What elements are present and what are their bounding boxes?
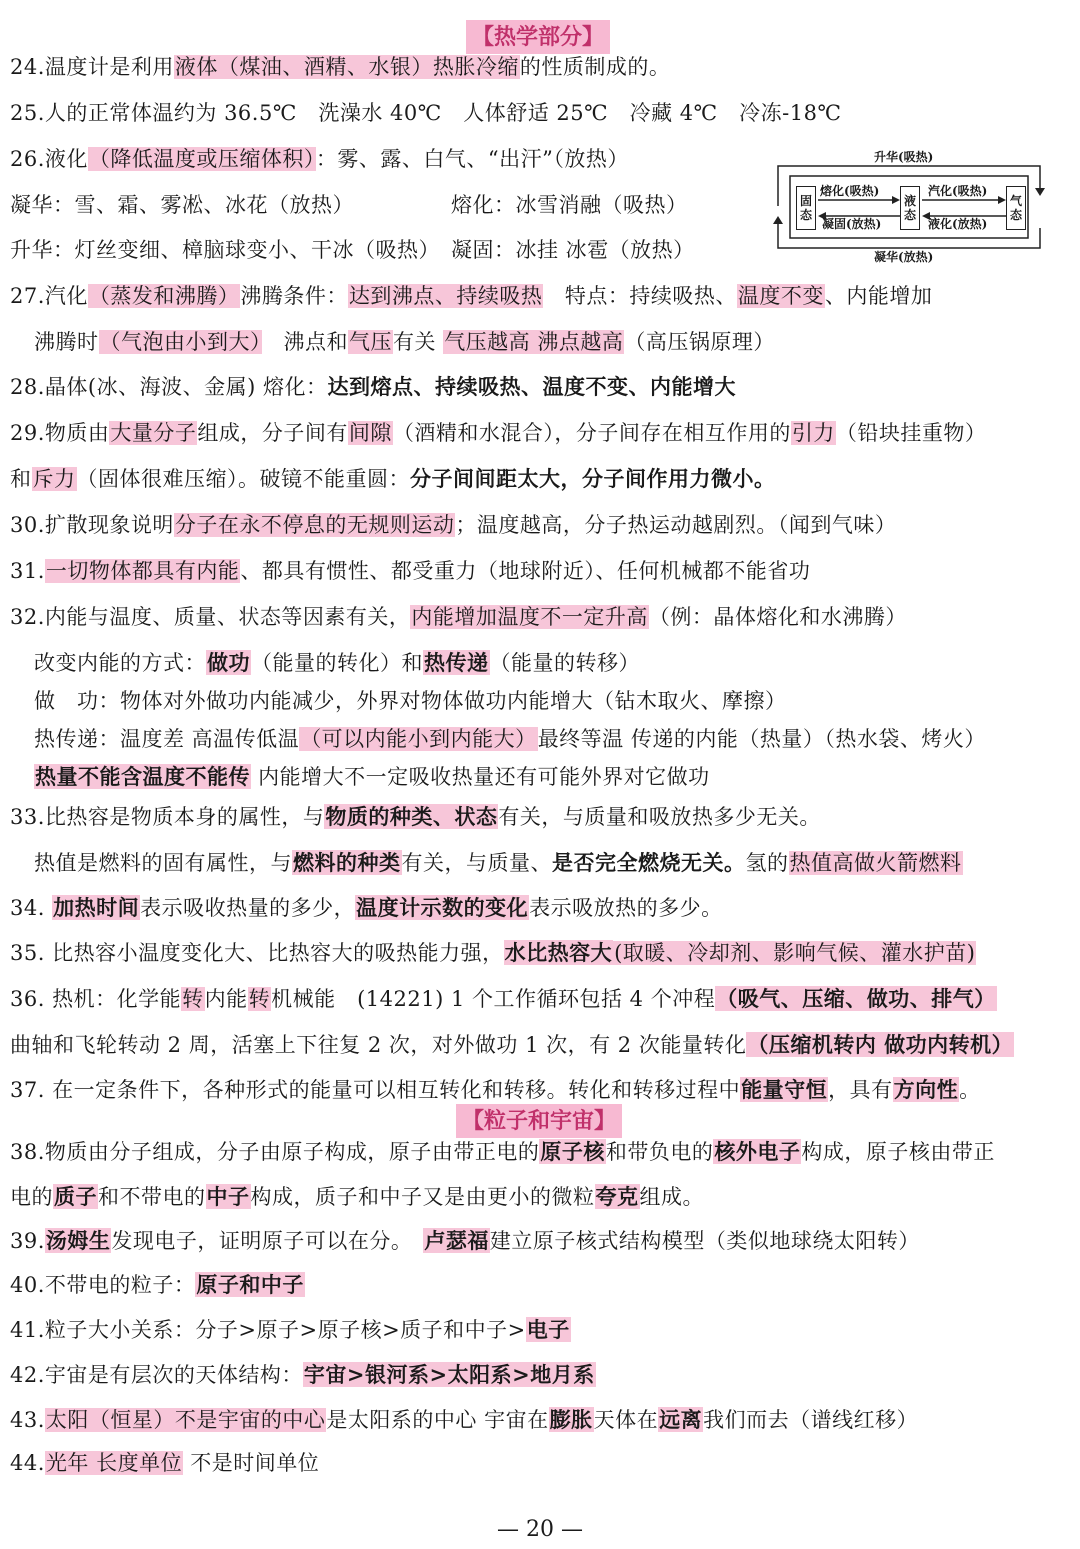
page-number: — 20 — [497, 1517, 583, 1542]
line-32-work [34, 686, 787, 716]
text-segment: 有关，与质量和吸放热多少无关。 [498, 805, 821, 829]
text-segment: 29.物质由 [10, 421, 110, 445]
text-segment: 31. [10, 559, 45, 583]
highlighted-text: 斥力 [32, 467, 76, 491]
text-segment: ：雾、露、白气、“出汗”（放热） [315, 147, 629, 171]
line-27 [10, 281, 932, 311]
text-segment: 、都具有惯性、都受重力（地球附近）、任何机械都不能省功 [240, 559, 811, 583]
text-segment: 最终等温 传递的内能（热量）（热水袋、烤火） [537, 727, 986, 751]
highlighted-text: 达到熔点、持续吸热、温度不变、内能增大 [327, 374, 736, 399]
text-segment: 40.不带电的粒子： [10, 1273, 196, 1297]
text-segment: 、内能增加 [824, 284, 933, 308]
highlighted-text: （蒸发和沸腾） [88, 284, 240, 308]
phase-change-diagram [770, 146, 1056, 270]
text-segment: （铅块挂重物） [835, 421, 987, 445]
highlighted-text: 太阳（恒星）不是宇宙的中心 [45, 1408, 326, 1432]
line-29 [10, 418, 986, 448]
highlighted-text: 做功 [207, 650, 250, 675]
label-melting: 熔化(吸热) [820, 184, 880, 198]
text-segment: ；温度越高，分子热运动越剧烈。（闻到气味） [455, 513, 897, 537]
line-30 [10, 510, 896, 540]
line-34 [10, 893, 723, 923]
text-segment: 机械能 (14221) 1 个工作循环包括 4 个冲程 [271, 987, 716, 1011]
highlighted-text: 方向性 [893, 1077, 959, 1102]
text-segment: 内能增大不一定吸收热量还有可能外界对它做功 [251, 765, 710, 789]
highlighted-text: 是否完全燃烧无关。 [552, 850, 746, 875]
highlighted-text: 分子在永不停息的无规则运动 [174, 513, 455, 537]
highlighted-text: 液体（煤油、酒精、水银）热胀冷缩 [174, 55, 519, 79]
highlighted-text: 水比热容大 [504, 940, 613, 965]
text-segment: 特点：持续吸热、 [543, 284, 737, 308]
highlighted-text: 电子 [526, 1317, 570, 1342]
text-segment: 的性质制成的。 [519, 55, 671, 79]
text-segment: 33.比热容是物质本身的属性，与 [10, 805, 325, 829]
line-33 [10, 802, 821, 832]
highlighted-text: (取暖、冷却剂、影响气候、灌水护苗) [614, 941, 976, 965]
text-segment: 43. [10, 1408, 45, 1432]
highlighted-text: 热值高做火箭燃料 [789, 851, 962, 875]
text-segment: 不是时间单位 [183, 1451, 320, 1475]
highlighted-text: 原子核 [540, 1139, 605, 1164]
highlighted-text: 热量不能含温度不能传 [35, 764, 250, 789]
line-41 [10, 1315, 571, 1345]
text-segment: （高压锅原理） [624, 330, 775, 354]
text-segment: 和不带电的 [98, 1185, 206, 1209]
state-gas: 气 态 [1006, 186, 1026, 230]
line-39 [10, 1226, 920, 1256]
text-segment: （能量的转化）和 [251, 651, 423, 675]
highlighted-text: 远离 [659, 1407, 703, 1432]
text-segment: 建立原子核式结构模型（类似地球绕太阳转） [489, 1229, 920, 1253]
highlighted-text: 温度计示数的变化 [356, 895, 529, 920]
line-28 [10, 372, 736, 402]
highlighted-text: 核外电子 [714, 1139, 801, 1164]
state-solid: 固 态 [796, 186, 816, 230]
highlighted-text: 加热时间 [53, 895, 140, 920]
line-25 [10, 98, 841, 128]
highlighted-text: 物质的种类、状态 [325, 804, 498, 829]
line-43 [10, 1405, 918, 1435]
label-solidification: 凝固(放热) [822, 217, 882, 231]
line-38-cont [10, 1182, 704, 1212]
text-segment: 24.温度计是利用 [10, 55, 174, 79]
line-40 [10, 1270, 305, 1300]
highlighted-text: 内能增加温度不一定升高 [411, 605, 648, 629]
line-26 [10, 144, 629, 174]
text-segment: 电的 [10, 1185, 53, 1209]
text-segment: 做 功：物体对外做功内能减少，外界对物体做功内能增大（钻木取火、摩擦） [34, 689, 787, 713]
text-segment: 34. [10, 896, 53, 920]
text-segment: 沸腾条件： [240, 284, 348, 308]
text-segment: 构成，质子和中子又是由更小的微粒 [250, 1185, 595, 1209]
highlighted-text: 热传递 [424, 650, 489, 675]
text-segment: 37. 在一定条件下，各种形式的能量可以相互转化和转移。转化和转移过程中 [10, 1078, 741, 1102]
text-segment: 凝华：雪、霜、雾凇、冰花（放热） 熔化：冰雪消融（吸热） [10, 193, 688, 217]
text-segment: 28.晶体(冰、海波、金属) 熔化： [10, 375, 328, 399]
text-segment: 35. 比热容小温度变化大、比热容大的吸热能力强， [10, 941, 504, 965]
highlighted-text: （压缩机转内 做功内转机） [747, 1032, 1014, 1057]
highlighted-text: 中子 [206, 1184, 250, 1209]
highlighted-text: 膨胀 [549, 1407, 593, 1432]
text-segment: 表示吸放热的多少。 [529, 896, 723, 920]
highlighted-text: 引力 [791, 421, 835, 445]
text-segment: 39. [10, 1229, 45, 1253]
highlighted-text: 燃料的种类 [293, 850, 401, 875]
text-segment: ，具有 [828, 1078, 893, 1102]
line-33-calorific [34, 848, 963, 878]
text-segment: 沸腾时 [34, 330, 99, 354]
line-35 [10, 938, 976, 968]
text-segment: 氢的 [745, 851, 789, 875]
highlighted-text: （吸气、压缩、做功、排气） [716, 986, 996, 1011]
line-36-cont [10, 1030, 1014, 1060]
highlighted-text: 分子间间距太大，分子间作用力微小。 [410, 466, 776, 491]
highlighted-text: （气泡由小到大） [99, 330, 261, 354]
state-liquid: 液 态 [900, 186, 920, 230]
text-segment: 和带负电的 [605, 1140, 714, 1164]
highlighted-text: 质子 [54, 1184, 97, 1209]
text-segment: 沸点和 [262, 330, 348, 354]
highlighted-text: 温度不变 [737, 284, 824, 308]
highlighted-text: （降低温度或压缩体积） [88, 147, 315, 171]
text-segment: 热值是燃料的固有属性，与 [34, 851, 292, 875]
text-segment: 和 [10, 467, 32, 491]
highlighted-text: 达到沸点、持续吸热 [348, 284, 543, 308]
line-32-methods [34, 648, 640, 678]
section-title-particles: 【粒子和宇宙】 [456, 1104, 622, 1138]
text-segment: （酒精和水混合），分子间存在相互作用的 [392, 421, 791, 445]
text-segment: （例：晶体熔化和水沸腾） [648, 605, 907, 629]
text-segment: 升华：灯丝变细、樟脑球变小、干冰（吸热） 凝固：冰挂 冰雹（放热） [10, 238, 695, 262]
highlighted-text: 间隙 [348, 421, 392, 445]
text-segment: 32.内能与温度、质量、状态等因素有关， [10, 605, 411, 629]
highlighted-text: 大量分子 [110, 421, 197, 445]
text-segment: （能量的转移） [489, 651, 640, 675]
text-segment: 组成，分子间有 [197, 421, 348, 445]
text-segment: 30.扩散现象说明 [10, 513, 174, 537]
highlighted-text: （可以内能小到内能大） [300, 727, 537, 751]
text-segment: 25.人的正常体温约为 36.5℃ 洗澡水 40℃ 人体舒适 25℃ 冷藏 4℃ 冷冻-18℃ [10, 101, 842, 125]
text-segment: 发现电子，证明原子可以在分。 [111, 1229, 424, 1253]
highlighted-text: 转 [248, 987, 271, 1011]
line-26-deposition [10, 190, 688, 220]
text-segment: 内能 [204, 987, 248, 1011]
label-deposition: 凝华(放热) [874, 250, 934, 264]
highlighted-text: 宇宙>银河系>太阳系>地月系 [303, 1362, 595, 1387]
highlighted-text: 夸克 [595, 1184, 639, 1209]
label-sublimation: 升华(吸热) [874, 150, 934, 164]
highlighted-text: 转 [182, 987, 204, 1011]
line-32-heat-transfer [34, 724, 986, 754]
text-segment: 热传递：温度差 高温传低温 [34, 727, 300, 751]
text-segment: 36. 热机：化学能 [10, 987, 182, 1011]
label-vaporization: 汽化(吸热) [928, 184, 988, 198]
text-segment: 表示吸收热量的多少， [140, 896, 356, 920]
line-36 [10, 984, 997, 1014]
line-27-boiling [34, 327, 775, 357]
text-segment: 我们而去（谱线红移） [703, 1408, 919, 1432]
text-segment: 26.液化 [10, 147, 88, 171]
text-segment: 天体在 [593, 1408, 659, 1432]
text-segment: 改变内能的方式： [34, 651, 206, 675]
text-segment: 42.宇宙是有层次的天体结构： [10, 1363, 303, 1387]
text-segment: 41.粒子大小关系：分子>原子>原子核>质子和中子> [10, 1318, 526, 1342]
highlighted-text: 气压越高 沸点越高 [444, 330, 624, 354]
text-segment: 38.物质由分子组成，分子由原子构成，原子由带正电的 [10, 1140, 540, 1164]
line-42 [10, 1360, 596, 1390]
highlighted-text: 气压 [349, 330, 392, 354]
line-44 [10, 1448, 319, 1478]
line-31 [10, 556, 810, 586]
text-segment: 曲轴和飞轮转动 2 周，活塞上下往复 2 次，对外做功 1 次，有 2 次能量转化 [10, 1033, 747, 1057]
text-segment: 是太阳系的中心 宇宙在 [326, 1408, 549, 1432]
text-segment: 44. [10, 1451, 45, 1475]
text-segment: 27.汽化 [10, 284, 88, 308]
line-38 [10, 1137, 995, 1167]
line-32-heat-note [34, 762, 710, 792]
text-segment: （固体很难压缩）。破镜不能重圆： [76, 467, 410, 491]
text-segment: 组成。 [639, 1185, 704, 1209]
label-liquefaction: 液化(放热) [928, 217, 988, 231]
highlighted-text: 一切物体都具有内能 [45, 559, 240, 583]
section-title-thermal: 【热学部分】 [466, 20, 610, 54]
text-segment: 构成，原子核由带正 [801, 1140, 995, 1164]
text-segment: 有关，与质量、 [401, 851, 552, 875]
text-segment: 有关 [393, 330, 444, 354]
highlighted-text: 原子和中子 [196, 1272, 304, 1297]
highlighted-text: 光年 长度单位 [45, 1451, 183, 1475]
highlighted-text: 能量守恒 [741, 1077, 828, 1102]
line-37 [10, 1075, 981, 1105]
line-24 [10, 52, 670, 82]
line-26-sublimation [10, 235, 695, 265]
highlighted-text: 卢瑟福 [424, 1228, 489, 1253]
line-29-cont [10, 464, 776, 494]
highlighted-text: 汤姆生 [45, 1228, 111, 1253]
text-segment: 。 [959, 1078, 981, 1102]
line-32 [10, 602, 907, 632]
